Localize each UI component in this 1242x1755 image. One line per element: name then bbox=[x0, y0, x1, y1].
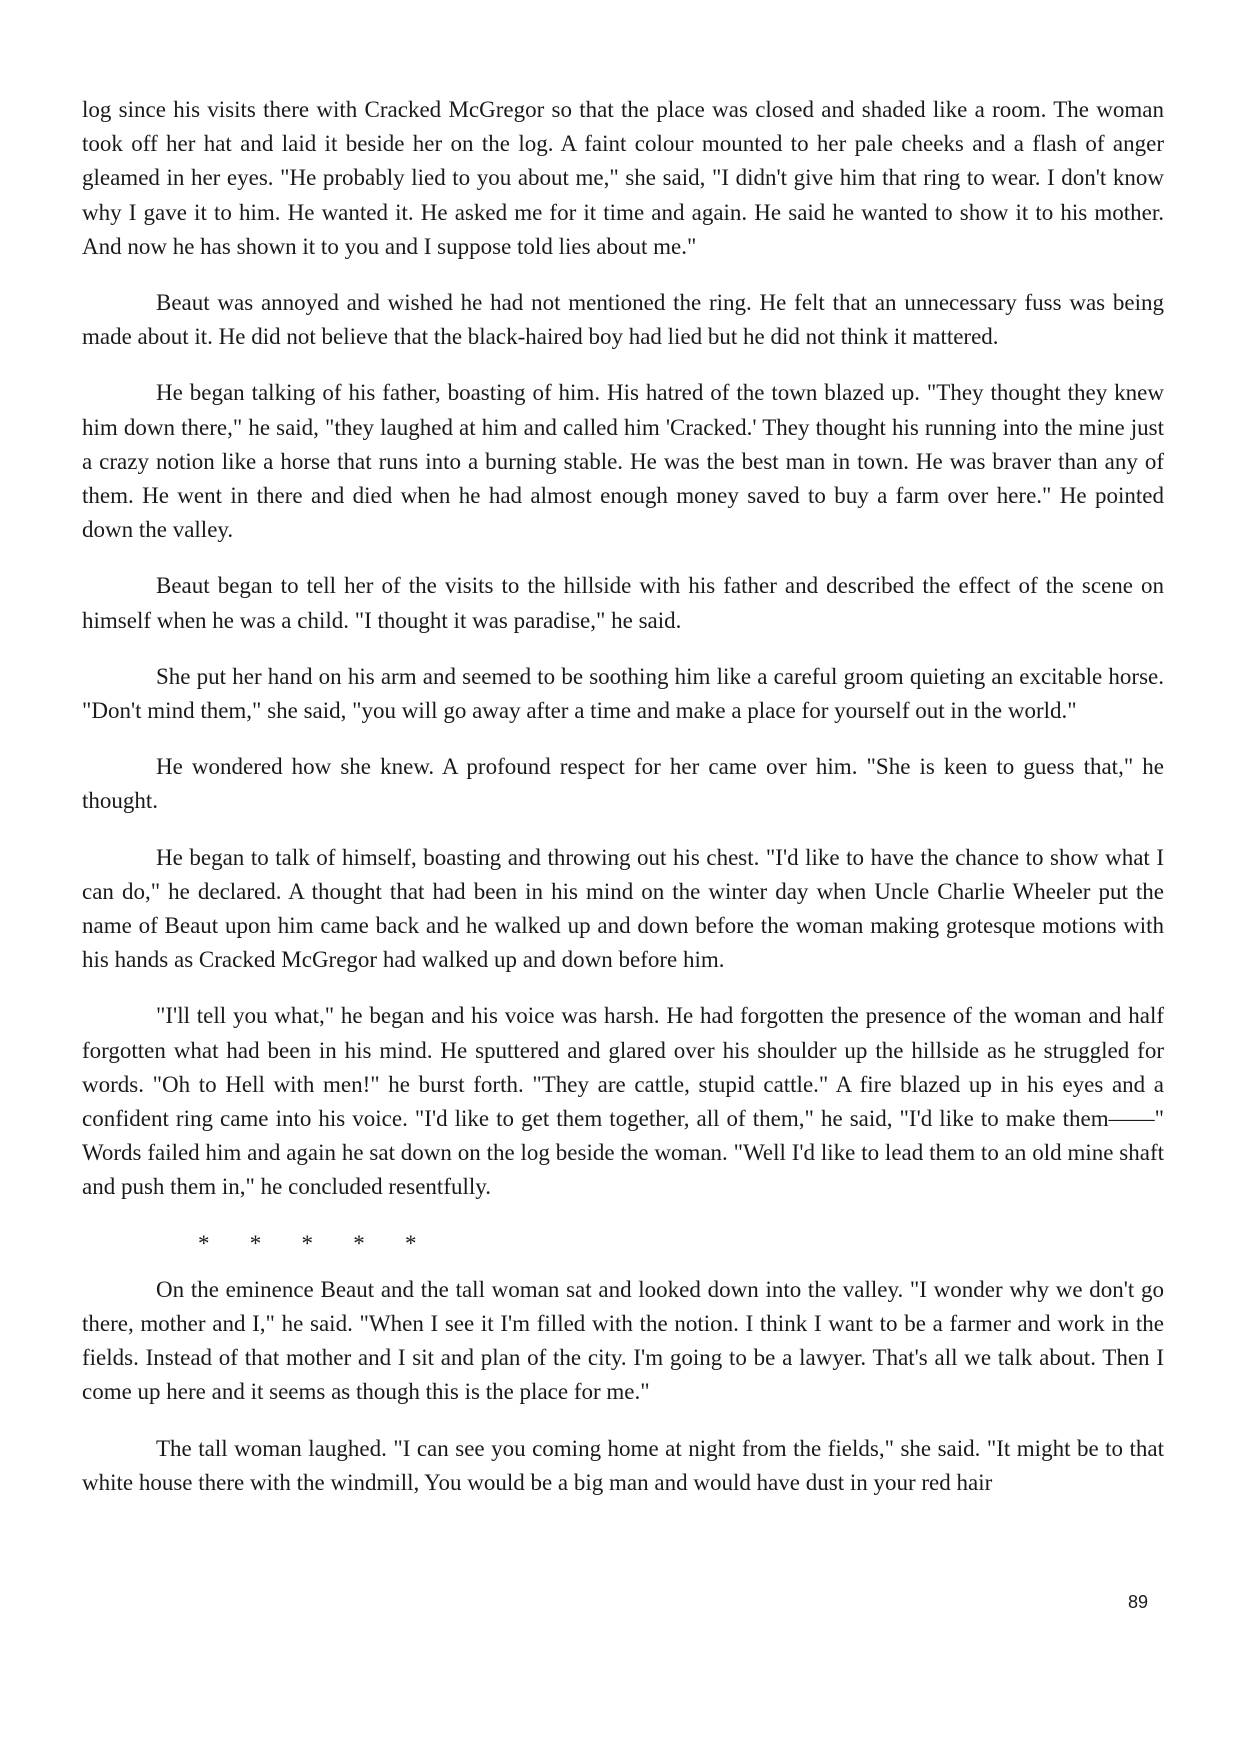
paragraph-2: Beaut was annoyed and wished he had not mentioned the ring. He felt that an unnecessary fuss was being made about it. He did not believe that the black-haired boy had lied but he did not think it mattered. bbox=[82, 290, 1164, 350]
paragraph-8: "I'll tell you what," he began and his voice was harsh. He had forgotten the presence of the woman and half forgotten what had been in his mind. He sputtered and glared over his shoulder up the hillside as he struggled for words. "Oh to Hell with men!" he burst forth. "They are cattle, stupid cattle." A fire blazed up in his eyes and a confident ring came into his voice. "I'd like to get them together, all of them," he said, "I'd like to make them——" Words failed him and again he sat down on the log beside the woman. "Well I'd like to lead them to an old mine shaft and push them in," he concluded resentfully. bbox=[82, 1003, 1164, 1200]
page-number: 89 bbox=[1128, 1592, 1149, 1612]
body-text bbox=[82, 93, 1164, 1522]
paragraph-4: Beaut began to tell her of the visits to the hillside with his father and described the effect of the scene on himself when he was a child. "I thought it was paradise," he said. bbox=[82, 573, 1164, 633]
paragraph-7: He began to talk of himself, boasting and throwing out his chest. "I'd like to have the chance to show what I can do," he declared. A thought that had been in his mind on the winter day when Uncle Charlie Wheeler put the name of Beaut upon him came back and he walked up and down before the woman making grotesque motions with his hands as Cracked McGregor had walked up and down before him. bbox=[82, 844, 1164, 973]
paragraph-1: log since his visits there with Cracked McGregor so that the place was closed and shaded like a room. The woman took off her hat and laid it beside her on the log. A faint colour mounted to her pale cheeks and a flash of anger gleamed in her eyes. "He probably lied to you about me," she said, "I didn't give him that ring to wear. I don't know why I gave it to him. He wanted it. He asked me for it time and again. He said he wanted to show it to his mother. And now he has shown it to you and I suppose told lies about me." bbox=[82, 97, 1164, 259]
paragraph-6: He wondered how she knew. A profound respect for her came over him. "She is keen to guess that," he thought. bbox=[82, 754, 1164, 814]
paragraph-10: The tall woman laughed. "I can see you coming home at night from the fields," she said. "It might be to that white house there with the windmill, You would be a big man and would have dust in your red hair bbox=[82, 1435, 1164, 1495]
paragraph-9: On the eminence Beaut and the tall woman sat and looked down into the valley. "I wonder why we don't go there, mother and I," he said. "When I see it I'm filled with the notion. I think I want to be a farmer and work in the fields. Instead of that mother and I sit and plan of the city. I'm going to be a lawyer. That's all we talk about. Then I come up here and it seems as though this is the place for me." bbox=[82, 1276, 1164, 1405]
paragraph-3: He began talking of his father, boasting of him. His hatred of the town blazed up. "They thought they knew him down there," he said, "they laughed at him and called him 'Cracked.' They thought his running into the mine just a crazy notion like a horse that runs into a burning stable. He was the best man in town. He was braver than any of them. He went in there and died when he had almost enough money saved to buy a farm over here." He pointed down the valley. bbox=[82, 380, 1164, 543]
paragraph-5: She put her hand on his arm and seemed to be soothing him like a careful groom quieting an excitable horse. "Don't mind them," she said, "you will go away after a time and make a place for yourself out in the world." bbox=[82, 663, 1164, 724]
section-separator: * * * * * bbox=[198, 1230, 417, 1256]
